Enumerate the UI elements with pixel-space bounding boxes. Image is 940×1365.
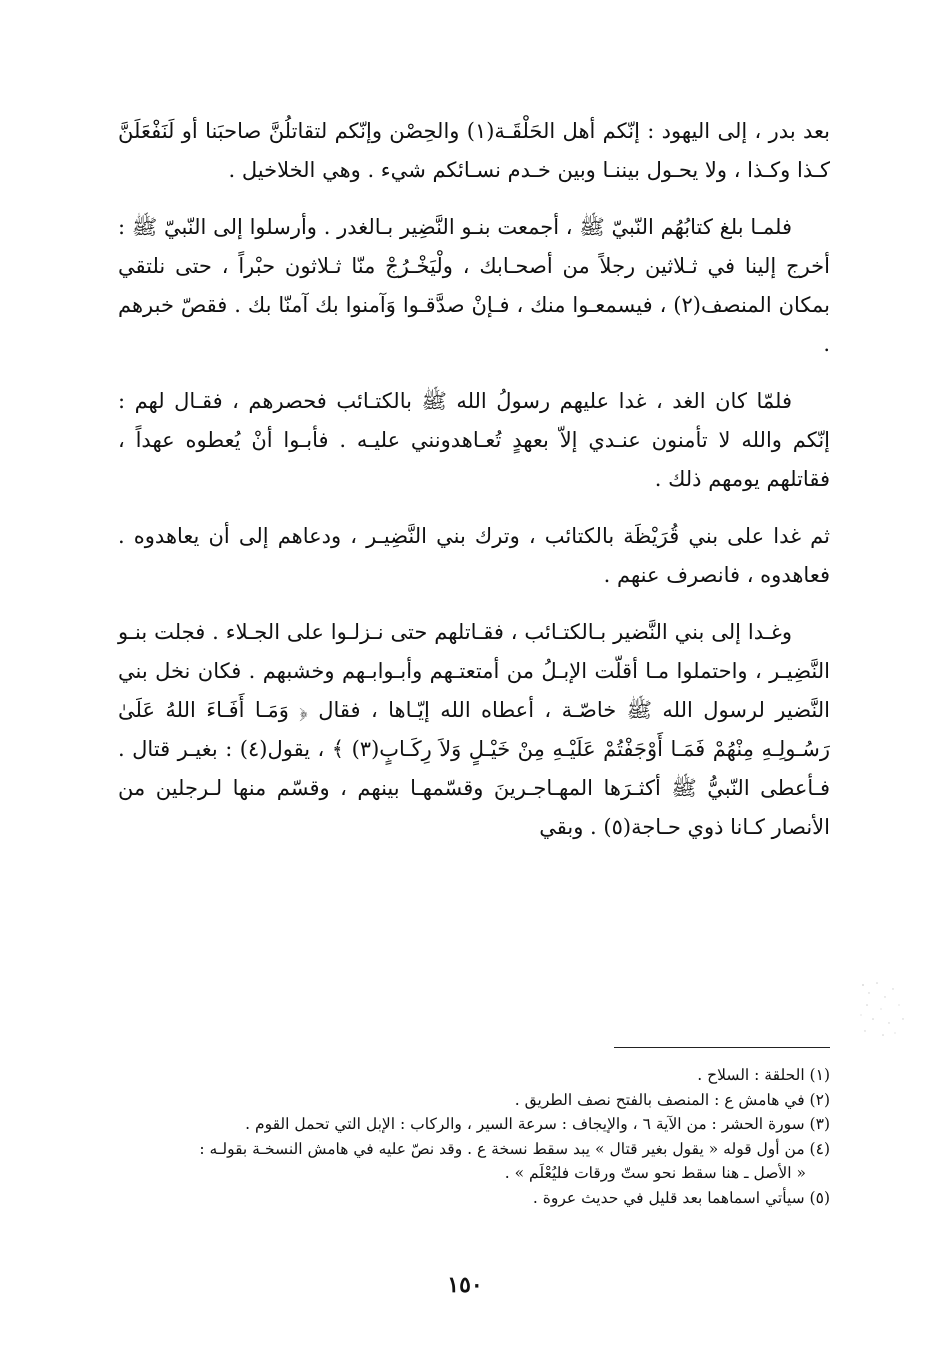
page-number: ١٥٠ <box>447 1272 483 1298</box>
main-text <box>118 112 830 865</box>
footnote-4: (٤) من أول قوله « يقول بغير قتال » يبد سقط نسخة ع . وقد نصّ عليه في هامش النسخـة بقولـه : <box>199 1139 830 1158</box>
paragraph-3: فلمّا كان الغد ، غدا عليهم رسولُ الله ﷺ بالكتـائب فحصرهم ، فقـال لهم : إنّكم والله لا تأمنون عنـدي إلاّ بعهدٍ تُعـاهدونني عليـه . فأبـوا أنْ يُعطوه عهداً ، فقاتلهم يومهم ذلك . <box>118 389 830 491</box>
footnote-5: (٥) سيأتي اسماهما بعد قليل في حديث عروة . <box>532 1188 830 1207</box>
footnotes <box>130 1063 830 1210</box>
footnote-1: (١) الحلقة : السلاح . <box>697 1066 830 1084</box>
footnote-separator <box>614 1047 830 1048</box>
paragraph-2: فلمـا بلغ كتابُهُم النّبيّ ﷺ ، أجمعت بنـو النَّضِير بـالغدر . وأرسلوا إلى النّبيّ ﷺ : أخرج إلينا في ثـلاثين رجلاً من أصحـابك ، ولْيَخْـرُجْ منّا ثـلاثون حبْراً ، حتى نلتقي بمكان المنصف(٢) ، فيسمعـوا منك ، فـإنْ صدَّقـوا وَآمنوا بك آمنّا بك . فقصّ خبرهم . <box>118 215 831 356</box>
paragraph-5: وغـدا إلى بني النَّضير بـالكتـائب ، فقـاتلهم حتى نـزلـوا على الجـلاء . فجلت بنـو النَّضِيـر ، واحتملوا مـا أقلّت الإبـلُ من أمتعتـهم وأبـوابـهم وخشبهم . فكان نخل بني النَّضير لرسول الله ﷺ خاصّـة ، أعطاه الله إيّـاها ، فقال ﴿ وَمَـا أَفَـاءَ اللهُ عَلَىٰ رَسُـولِـهِ مِنْهُمْ فَمَـا أَوْجَفْتُمْ عَلَيْـهِ مِنْ خَيْـلٍ وَلاَ رِكَـابٍ(٣) ﴾ ، يقول(٤) : بغيـر قتال . فـأعطى النّبيُّ ﷺ أكثـرَها المهـاجـرينَ وقسّمهـا بينهم ، وقسّم منها لـرجلين من الأنصار كـانا ذوي حـاجة(٥) . وبقي <box>118 620 830 839</box>
footnote-3: (٣) سورة الحشر : من الآية ٦ ، والإيجاف : سرعة السير ، والركاب : الإبل التي تحمل القوم . <box>245 1115 830 1133</box>
footnote-4-continued: « الأصل ـ هنا سقط نحو ستّ ورقات فليُعْلَم » . <box>504 1164 806 1182</box>
paragraph-1: بعد بدر ، إلى اليهود : إنّكم أهل الحَلْقَـة(١) والحِصْن وإنّكم لتقاتلُنَّ صاحبَنا أو لَنَفْعَلَنَّ كـذا وكـذا ، ولا يحـول بيننـا وبين خـدم نسـائكم شيء . وهي الخلاخيل . <box>118 119 830 182</box>
paragraph-4: ثم غدا على بني قُرَيْظَة بالكتائب ، وترك بني النَّضِيـر ، ودعاهم إلى أن يعاهدوه . فعاهدوه ، فانصرف عنهم . <box>118 524 830 587</box>
footnote-2: (٢) في هامش ع : المنصف بالفتح نصف الطريق . <box>514 1090 830 1109</box>
paper-speckle-decoration <box>855 975 915 1045</box>
